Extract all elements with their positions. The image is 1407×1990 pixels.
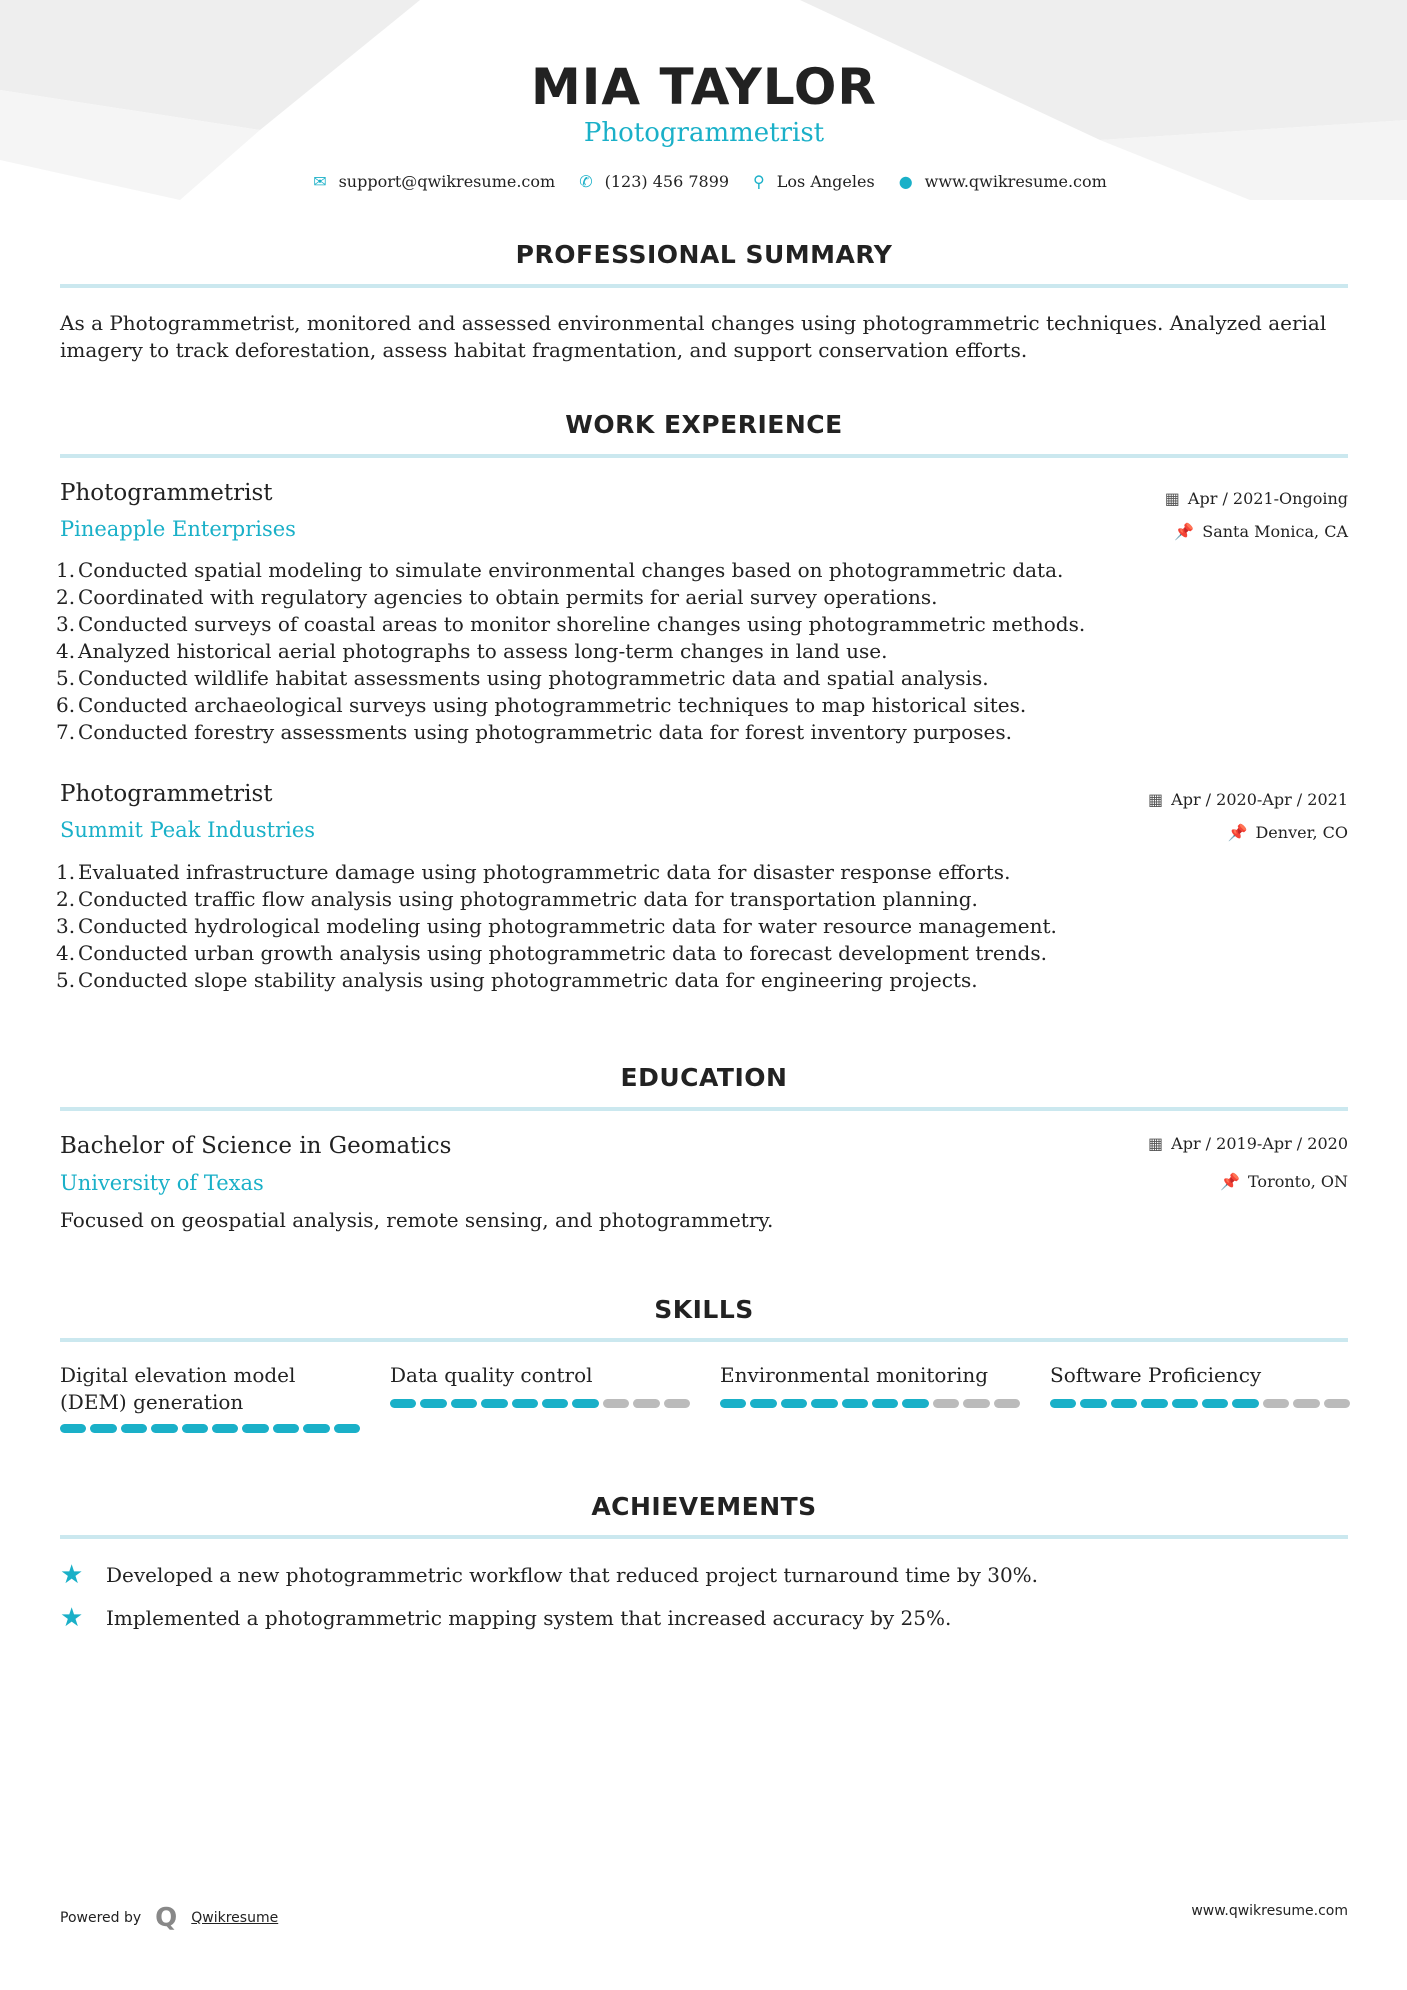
section-heading-skills: SKILLS — [654, 1295, 754, 1324]
degree: Bachelor of Science in Geomatics — [60, 1133, 452, 1159]
job-duties — [56, 859, 1057, 994]
skill-level-segment — [151, 1424, 177, 1433]
skill-level-bar — [720, 1399, 1020, 1408]
candidate-name: MIA TAYLOR — [531, 58, 877, 116]
skill-level-segment — [1263, 1399, 1289, 1408]
skill-level-segment — [1232, 1399, 1258, 1408]
skill-level-segment — [1324, 1399, 1350, 1408]
skill-level-segment — [451, 1399, 477, 1408]
skill-level-segment — [1141, 1399, 1167, 1408]
duty-item: 2. Coordinated with regulatory agencies to obtain permits for aerial survey operations. — [56, 585, 938, 609]
pin-icon: 📌 — [1174, 522, 1195, 541]
divider — [60, 1338, 1348, 1342]
contact-bar — [60, 172, 1348, 191]
skill-level-segment — [994, 1399, 1020, 1408]
duty-item: 3. Conducted hydrological modeling using photogrammetric data for water resource management. — [56, 914, 1057, 938]
skill-level-segment — [842, 1399, 868, 1408]
duty-item: 1. Conducted spatial modeling to simulate environmental changes based on photogrammetric data. — [56, 558, 1064, 582]
skill-name: Data quality control — [390, 1363, 593, 1387]
skill-level-segment — [633, 1399, 659, 1408]
skill-level-segment — [182, 1424, 208, 1433]
job-location: Santa Monica, CA — [1202, 522, 1348, 541]
footer-website[interactable]: www.qwikresume.com — [1191, 1903, 1348, 1919]
skill-level-segment — [572, 1399, 598, 1408]
globe-icon: ● — [898, 172, 913, 191]
email-icon: ✉ — [313, 172, 327, 191]
job-dates: Apr / 2021-Ongoing — [1187, 489, 1348, 508]
skill-level-segment — [334, 1424, 360, 1433]
company: Pineapple Enterprises — [60, 517, 296, 541]
duty-item: 5. Conducted slope stability analysis using photogrammetric data for engineering projects. — [56, 968, 978, 992]
edu-location: Toronto, ON — [1248, 1172, 1348, 1191]
skill-level-bar — [1050, 1399, 1350, 1408]
skill-level-segment — [963, 1399, 989, 1408]
company: Summit Peak Industries — [60, 818, 316, 842]
divider — [60, 454, 1348, 458]
skill-level-segment — [60, 1424, 86, 1433]
qwikresume-logo-icon: Q — [155, 1903, 178, 1933]
skill-name: Environmental monitoring — [720, 1363, 989, 1387]
skill-level-segment — [273, 1424, 299, 1433]
skill-level-segment — [1080, 1399, 1106, 1408]
skill-level-segment — [781, 1399, 807, 1408]
skill-level-segment — [481, 1399, 507, 1408]
phone: (123) 456 7899 — [604, 172, 730, 191]
skill-level-segment — [1172, 1399, 1198, 1408]
achievement: Implemented a photogrammetric mapping system that increased accuracy by 25%. — [106, 1606, 952, 1630]
job-dates: Apr / 2020-Apr / 2021 — [1171, 790, 1348, 809]
phone-icon: ✆ — [579, 172, 593, 191]
calendar-icon: ▦ — [1148, 1134, 1164, 1153]
section-heading-achievements: ACHIEVEMENTS — [591, 1492, 817, 1521]
job-title: Photogrammetrist — [60, 480, 273, 506]
skill-name: Digital elevation model (DEM) generation — [60, 1363, 296, 1414]
email[interactable]: support@qwikresume.com — [338, 172, 556, 191]
skill-item — [1050, 1362, 1350, 1408]
edu-dates: Apr / 2019-Apr / 2020 — [1171, 1134, 1348, 1153]
skill-level-segment — [603, 1399, 629, 1408]
skill-level-segment — [1111, 1399, 1137, 1408]
section-heading-summary: PROFESSIONAL SUMMARY — [515, 240, 893, 269]
skill-level-segment — [303, 1424, 329, 1433]
pin-icon: 📌 — [1227, 823, 1248, 842]
website[interactable]: www.qwikresume.com — [924, 172, 1107, 191]
skill-level-segment — [390, 1399, 416, 1408]
skill-level-segment — [542, 1399, 568, 1408]
duty-item: 3. Conducted surveys of coastal areas to monitor shoreline changes using photogrammetric methods. — [56, 612, 1086, 636]
skill-level-segment — [933, 1399, 959, 1408]
candidate-title: Photogrammetrist — [583, 118, 825, 148]
section-heading-experience: WORK EXPERIENCE — [565, 410, 843, 439]
duty-item: 4. Analyzed historical aerial photographs to assess long-term changes in land use. — [56, 639, 888, 663]
skill-level-bar — [390, 1399, 690, 1408]
skill-level-segment — [121, 1424, 147, 1433]
school: University of Texas — [60, 1171, 264, 1195]
duty-item: 4. Conducted urban growth analysis using photogrammetric data to forecast development trends. — [56, 941, 1047, 965]
job-location: Denver, CO — [1255, 823, 1348, 842]
location: Los Angeles — [776, 172, 875, 191]
divider — [60, 1535, 1348, 1539]
pin-icon: 📌 — [1220, 1172, 1240, 1191]
duty-item: 1. Evaluated infrastructure damage using photogrammetric data for disaster response efforts. — [56, 860, 1011, 884]
duty-item: 7. Conducted forestry assessments using photogrammetric data for forest inventory purposes. — [56, 720, 1012, 744]
brand-link[interactable]: Qwikresume — [191, 1910, 279, 1926]
duty-item: 2. Conducted traffic flow analysis using photogrammetric data for transportation planning. — [56, 887, 978, 911]
calendar-icon: ▦ — [1148, 790, 1164, 809]
skill-level-segment — [1293, 1399, 1319, 1408]
skill-level-bar — [60, 1424, 360, 1433]
achievement: Developed a new photogrammetric workflow that reduced project turnaround time by 30%. — [106, 1563, 1039, 1587]
job-title: Photogrammetrist — [60, 781, 273, 807]
skill-level-segment — [212, 1424, 238, 1433]
skill-level-segment — [750, 1399, 776, 1408]
duty-item: 6. Conducted archaeological surveys using photogrammetric techniques to map historical sites. — [56, 693, 1027, 717]
skill-level-segment — [1050, 1399, 1076, 1408]
skill-level-segment — [872, 1399, 898, 1408]
location-pin-icon: ⚲ — [753, 172, 765, 191]
skill-level-segment — [902, 1399, 928, 1408]
summary-text: As a Photogrammetrist, monitored and assessed environmental changes using photogrammetric techniques. Analyzed aerial imagery to track deforestation, assess habitat fragmentation, and support conservation efforts. — [60, 311, 1327, 362]
star-icon: ★ — [60, 1560, 84, 1590]
powered-by-label: Powered by — [60, 1910, 142, 1926]
skill-item — [60, 1362, 360, 1433]
calendar-icon: ▦ — [1164, 489, 1180, 508]
skill-level-segment — [664, 1399, 690, 1408]
star-icon: ★ — [60, 1603, 84, 1633]
skill-level-segment — [90, 1424, 116, 1433]
skill-name: Software Proficiency — [1050, 1363, 1262, 1387]
skill-level-segment — [1202, 1399, 1228, 1408]
job-duties — [56, 557, 1085, 746]
divider — [60, 1107, 1348, 1111]
skill-level-segment — [720, 1399, 746, 1408]
duty-item: 5. Conducted wildlife habitat assessments using photogrammetric data and spatial analysis. — [56, 666, 989, 690]
divider — [60, 284, 1348, 288]
edu-description: Focused on geospatial analysis, remote sensing, and photogrammetry. — [60, 1208, 774, 1232]
section-heading-education: EDUCATION — [620, 1063, 788, 1092]
skill-level-segment — [512, 1399, 538, 1408]
skill-level-segment — [242, 1424, 268, 1433]
skill-level-segment — [420, 1399, 446, 1408]
skill-level-segment — [811, 1399, 837, 1408]
skill-item — [720, 1362, 1020, 1408]
skill-item — [390, 1362, 690, 1408]
